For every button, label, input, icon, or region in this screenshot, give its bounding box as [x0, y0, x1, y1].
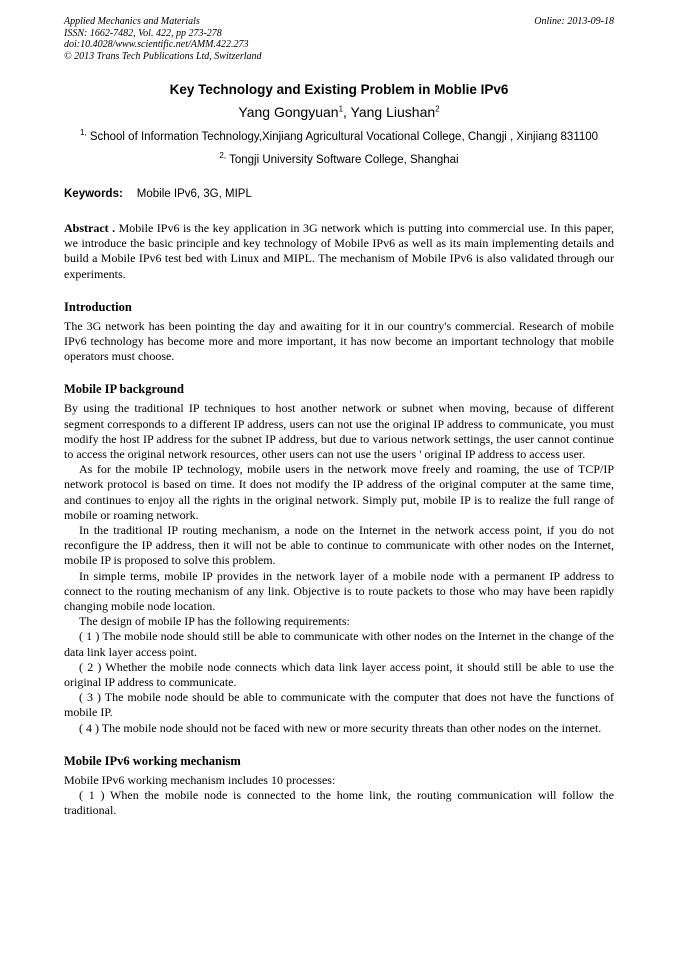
- keywords: [64, 187, 614, 202]
- author-line: [64, 103, 614, 121]
- journal-name: Applied Mechanics and Materials: [64, 16, 200, 27]
- affiliation-1: [64, 129, 614, 145]
- journal-header: [64, 16, 614, 62]
- affiliation-2: [64, 152, 614, 168]
- keywords-label: Keywords:: [64, 188, 123, 200]
- author-1-sup: 1: [338, 104, 344, 114]
- section-mechanism: [64, 773, 614, 819]
- section-introduction: [64, 319, 614, 365]
- affiliation-2-sup: 2,: [219, 151, 227, 161]
- affiliation-1-text: School of Information Technology,Xinjiang Agricultural Vocational College, Changji , Xinjiang 831100: [89, 131, 599, 143]
- requirement-item: ( 4 ) The mobile node should not be faced with new or more security threats than other nodes on the internet.: [79, 720, 602, 735]
- author-1: Yang Gongyuan: [238, 104, 339, 120]
- requirement-item: ( 1 ) The mobile node should still be able to communicate with other nodes on the Internet in the change of the data link layer access point.: [64, 629, 614, 659]
- paragraph: In the traditional IP routing mechanism, a node on the Internet in the network access point, if you do not reconfigure the IP address, then it will not be able to continue to communicate with other nodes on the Internet, mobile IP is proposed to solve this problem.: [64, 523, 614, 568]
- author-2-sup: 2: [435, 104, 440, 114]
- requirement-item: ( 2 ) Whether the mobile node connects which data link layer access point, it should still be able to use the original IP address to communicate.: [64, 659, 614, 690]
- paper-page: [64, 16, 614, 819]
- section-background: [64, 401, 614, 735]
- doi-line: doi:10.4028/www.scientific.net/AMM.422.273: [64, 39, 249, 50]
- paragraph: The 3G network has been pointing the day and awaiting for it in our country's commercial. Research of mobile IPv6 technology has become more and more important, it has now become an important technology that mobile operators must choose.: [64, 318, 614, 364]
- keywords-value: Mobile IPv6, 3G, MIPL: [136, 188, 252, 200]
- section-heading-mechanism: Mobile IPv6 working mechanism: [64, 753, 241, 768]
- process-item: ( 1 ) When the mobile node is connected to the home link, the routing communication will follow the traditional.: [64, 788, 614, 818]
- requirement-item: ( 3 ) The mobile node should be able to communicate with the computer that does not have the functions of mobile IP.: [64, 690, 614, 720]
- online-date: Online: 2013-09-18: [534, 16, 614, 27]
- affiliation-2-text: Tongji University Software College, Shanghai: [229, 154, 459, 166]
- paragraph: In simple terms, mobile IP provides in the network layer of a mobile node with a permanent IP address to connect to the routing mechanism of any link. Objective is to route packets to those who may have been rapidly changing mobile node location.: [64, 568, 614, 614]
- author-separator: ,: [343, 104, 351, 120]
- issn-line: ISSN: 1662-7482, Vol. 422, pp 273-278: [64, 27, 222, 39]
- paragraph: Mobile IPv6 working mechanism includes 10 processes:: [64, 772, 336, 787]
- author-2: Yang Liushan: [350, 104, 436, 120]
- paragraph: The design of mobile IP has the following requirements:: [79, 614, 350, 629]
- abstract-text: Mobile IPv6 is the key application in 3G network which is putting into commercial use. In this paper, we introduce the basic principle and key technology of Mobile IPv6 as well as its main implementing details and build a Mobile IPv6 test bed with Linux and MIPL. The mechanism of Mobile IPv6 is also validated through our experiments.: [64, 221, 614, 281]
- section-heading-background: Mobile IP background: [64, 382, 184, 397]
- paper-title: Key Technology and Existing Problem in Moblie IPv6: [169, 82, 509, 97]
- copyright-line: © 2013 Trans Tech Publications Ltd, Switzerland: [64, 50, 262, 62]
- paragraph: As for the mobile IP technology, mobile users in the network move freely and roaming, the use of TCP/IP network protocol is based on time. It does not modify the IP address of the original computer at the same time, and continues to enjoy all the rights in the original network. Simply put, mobile IP is to realize the full range of mobile or roaming network.: [64, 462, 614, 522]
- affiliation-1-sup: 1,: [79, 128, 87, 138]
- abstract-label: Abstract .: [64, 221, 116, 235]
- abstract: [64, 221, 614, 282]
- section-heading-introduction: Introduction: [64, 299, 132, 314]
- paragraph: By using the traditional IP techniques to host another network or subnet when moving, because of different segment corresponds to a different IP address, users can not use the original IP address to communicate, you must modify the host IP address for the subnet IP address, but due to various network settings, the user cannot continue to access the original network resources, other users can not use the users ' original IP address to access user.: [64, 401, 614, 462]
